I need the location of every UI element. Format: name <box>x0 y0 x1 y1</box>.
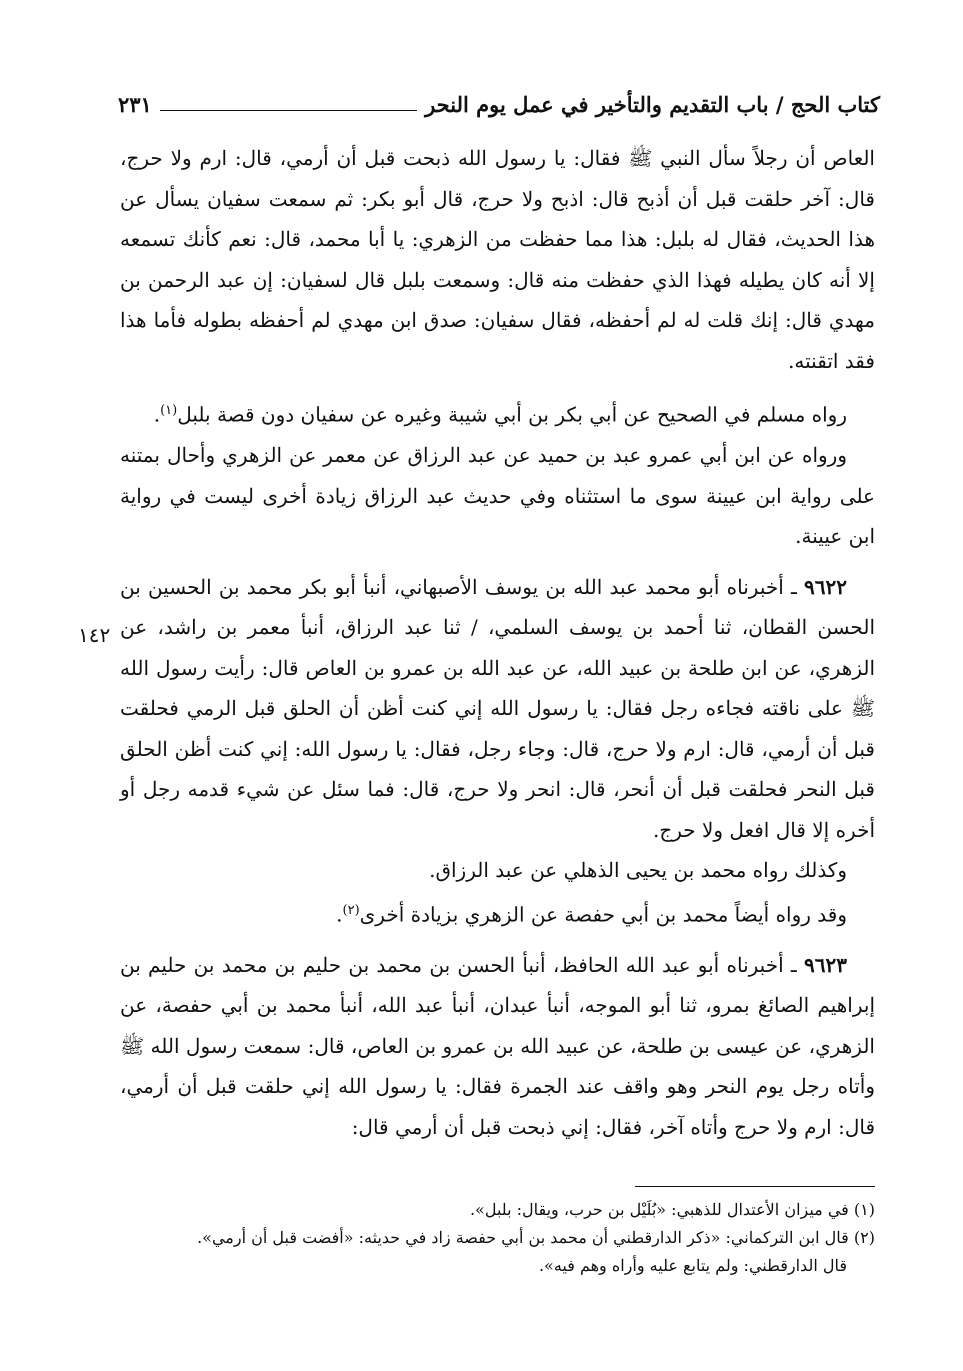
paragraph-7-text: ـ أخبرناه أبو عبد الله الحافظ، أنبأ الحسن بن محمد بن حليم بن محمد بن حليم بن إبراهيم الصائغ بمرو، ثنا أبو الموجه، أنبأ عبدان، أنبأ عبد الله، أنبأ محمد بن أبي حفصة، عن الزهري، عن عيسى بن طلحة، عن عبيد الله بن عمرو بن العاص، قال: سمعت رسول الله ﷺ وأتاه رجل يوم النحر وهو واقف عند الجمرة فقال: يا رسول الله إني حلقت قبل أن أرمي، قال: ارم ولا حرج وأتاه آخر، فقال: إني ذبحت قبل أن أرمي قال: <box>120 952 875 1139</box>
header-rule <box>160 110 417 111</box>
hadith-number-9622: ٩٦٢٢ <box>804 574 847 599</box>
footnotes <box>120 1196 875 1280</box>
paragraph-4 <box>120 567 875 851</box>
paragraph-6 <box>120 891 875 935</box>
margin-page-ref: ١٤٢ <box>78 623 111 647</box>
paragraph-3: ورواه عن ابن أبي عمرو عبد بن حميد عن عبد الرزاق عن معمر عن الزهري وأحال بمتنه على رواية ابن عيينة سوى ما استثناه وفي حديث عبد الرزاق زيادة أخرى ليست في رواية ابن عيينة. <box>120 443 875 549</box>
page-number: ٢٣١ <box>118 92 152 117</box>
paragraph-1: العاص أن رجلاً سأل النبي ﷺ فقال: يا رسول الله ذبحت قبل أن أرمي، قال: ارم ولا حرج، قال: آخر حلقت قبل أن أذبح قال: اذبح ولا حرج، قال أبو بكر: ثم سمعت سفيان يسأل عن هذا الحديث، فقال له بلبل: هذا مما حفظت من الزهري: يا أبا محمد، قال: نعم كأنك تسمعه إلا أنه كان يطيله فهذا الذي حفظت منه قال: وسمعت بلبل قال لسفيان: إن عبد الرحمن بن مهدي قال: إنك قلت له لم أحفظه، فقال سفيان: صدق ابن مهدي لم أحفظه بطوله فأما هذا فقد اتقنته. <box>120 146 875 373</box>
paragraph-7 <box>120 945 875 1148</box>
footnote-1: (١) في ميزان الأعتدال للذهبي: «بُلَيْل بن حرب، ويقال: بلبل». <box>469 1200 875 1219</box>
paragraph-6-text: وقد رواه أيضاً محمد بن أبي حفصة عن الزهري بزيادة أخرى <box>359 902 847 927</box>
running-header <box>118 84 880 120</box>
main-text <box>120 138 875 1147</box>
footnote-ref-1[interactable]: (١) <box>160 403 178 418</box>
footnote-2: (٢) قال ابن التركماني: «ذكر الدارقطني أن محمد بن أبي حفصة زاد في حديثه: «أفضت قبل أن أرمي». <box>197 1228 875 1247</box>
paragraph-5: وكذلك رواه محمد بن يحيى الذهلي عن عبد الرزاق. <box>429 858 847 883</box>
paragraph-2 <box>120 391 875 435</box>
hadith-number-9623: ٩٦٢٣ <box>804 952 847 977</box>
footnote-ref-2[interactable]: (٢) <box>342 902 360 918</box>
paragraph-2-end: . <box>153 402 161 427</box>
paragraph-2-text: رواه مسلم في الصحيح عن أبي بكر بن أبي شيبة وغيره عن سفيان دون قصة بلبل <box>177 402 847 427</box>
footnote-2-continuation: قال الدارقطني: ولم يتابع عليه وأراه وهم فيه». <box>538 1256 847 1275</box>
paragraph-6-end: . <box>336 902 343 927</box>
header-title: كتاب الحج / باب التقديم والتأخير في عمل يوم النحر <box>425 92 880 117</box>
paragraph-4-text: ـ أخبرناه أبو محمد عبد الله بن يوسف الأصبهاني، أنبأ أبو بكر محمد بن الحسين بن الحسن القطان، ثنا أحمد بن يوسف السلمي، / ثنا عبد الرزاق، أنبأ معمر بن راشد، عن الزهري، عن ابن طلحة بن عبيد الله، عن عبد الله بن عمرو بن العاص قال: رأيت رسول الله ﷺ على ناقته فجاءه رجل فقال: يا رسول الله إني كنت أظن أن الحلق قبل الرمي فحلقت قبل أن أرمي، قال: ارم ولا حرج، قال: وجاء رجل، فقال: يا رسول الله: إني كنت أظن الحلق قبل النحر فحلقت قبل أن أنحر، قال: انحر ولا حرج، قال: فما سئل عن شيء قدمه رجل أو أخره إلا قال افعل ولا حرج. <box>120 574 875 842</box>
footnote-rule <box>635 1186 875 1187</box>
